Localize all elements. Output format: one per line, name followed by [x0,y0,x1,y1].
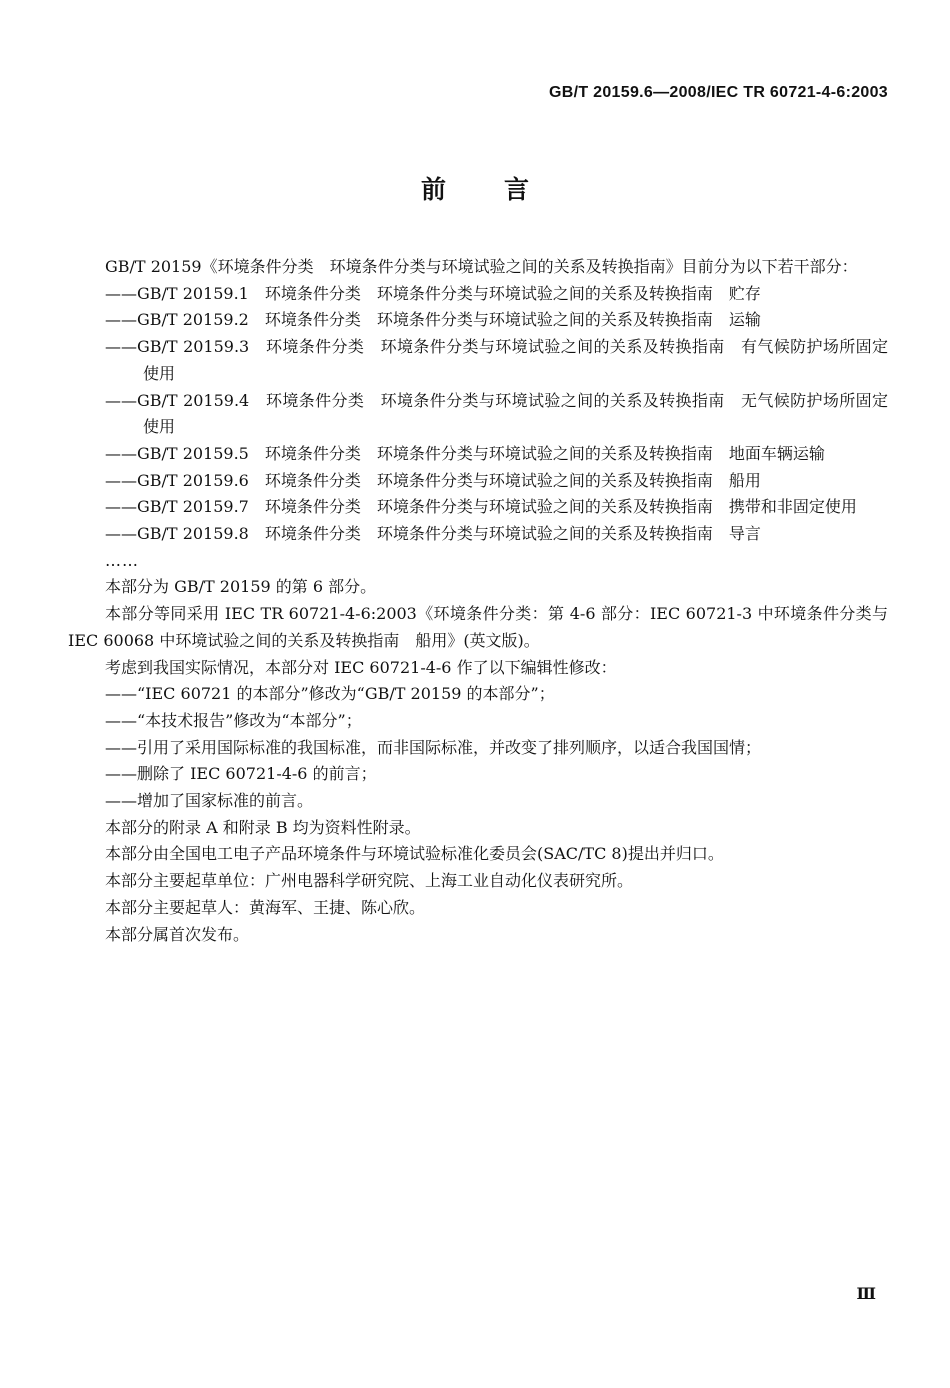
part-item-1: ——GB/T 20159.1 环境条件分类 环境条件分类与环境试验之间的关系及转换指南 贮存 [105,283,761,303]
part-item-2: ——GB/T 20159.2 环境条件分类 环境条件分类与环境试验之间的关系及转换指南 运输 [105,310,761,330]
proposer-statement: 本部分由全国电工电子产品环境条件与环境试验标准化委员会(SAC/TC 8)提出并归口。 [105,844,724,864]
part-item-8: ——GB/T 20159.8 环境条件分类 环境条件分类与环境试验之间的关系及转换指南 导言 [105,524,761,544]
modification-item-2: ——“本技术报告”修改为“本部分”； [105,710,362,730]
drafting-units: 本部分主要起草单位：广州电器科学研究院、上海工业自动化仪表研究所。 [105,871,634,891]
part-item-7: ——GB/T 20159.7 环境条件分类 环境条件分类与环境试验之间的关系及转换指南 携带和非固定使用 [105,497,857,517]
standard-code-header: GB/T 20159.6—2008/IEC TR 60721-4-6:2003 [549,84,888,101]
foreword-body [68,254,888,948]
part-statement: 本部分为 GB/T 20159 的第 6 部分。 [105,577,377,597]
annex-statement: 本部分的附录 A 和附录 B 均为资料性附录。 [105,817,421,837]
part-item-6: ——GB/T 20159.6 环境条件分类 环境条件分类与环境试验之间的关系及转换指南 船用 [105,470,761,490]
part-item-5: ——GB/T 20159.5 环境条件分类 环境条件分类与环境试验之间的关系及转换指南 地面车辆运输 [105,443,825,463]
modifications-intro: 考虑到我国实际情况，本部分对 IEC 60721-4-6 作了以下编辑性修改： [105,657,617,677]
ellipsis: …… [105,550,139,570]
modification-item-3: ——引用了采用国际标准的我国标准，而非国际标准，并改变了排列顺序，以适合我国国情； [105,737,762,757]
adoption-paragraph: 本部分等同采用 IEC TR 60721-4-6:2003《环境条件分类：第 4-6 部分：IEC 60721-3 中环境条件分类与 IEC 60068 中环境试验之间的关系及转换指南 船用》(英文版)。 [68,604,888,650]
page-title: 前言 [420,175,587,204]
first-release: 本部分属首次发布。 [105,924,250,944]
part-item-3: ——GB/T 20159.3 环境条件分类 环境条件分类与环境试验之间的关系及转换指南 有气候防护场所固定使用 [105,337,888,383]
modification-item-5: ——增加了国家标准的前言。 [105,791,314,811]
modification-item-1: ——“IEC 60721 的本部分”修改为“GB/T 20159 的本部分”； [105,684,555,704]
page-number: Ⅲ [856,1284,876,1303]
intro-paragraph: GB/T 20159《环境条件分类 环境条件分类与环境试验之间的关系及转换指南》目前分为以下若干部分： [105,257,858,276]
modification-item-4: ——删除了 IEC 60721-4-6 的前言； [105,764,377,784]
drafters: 本部分主要起草人：黄海军、王捷、陈心欣。 [105,897,426,917]
part-item-4: ——GB/T 20159.4 环境条件分类 环境条件分类与环境试验之间的关系及转换指南 无气候防护场所固定使用 [105,390,888,437]
